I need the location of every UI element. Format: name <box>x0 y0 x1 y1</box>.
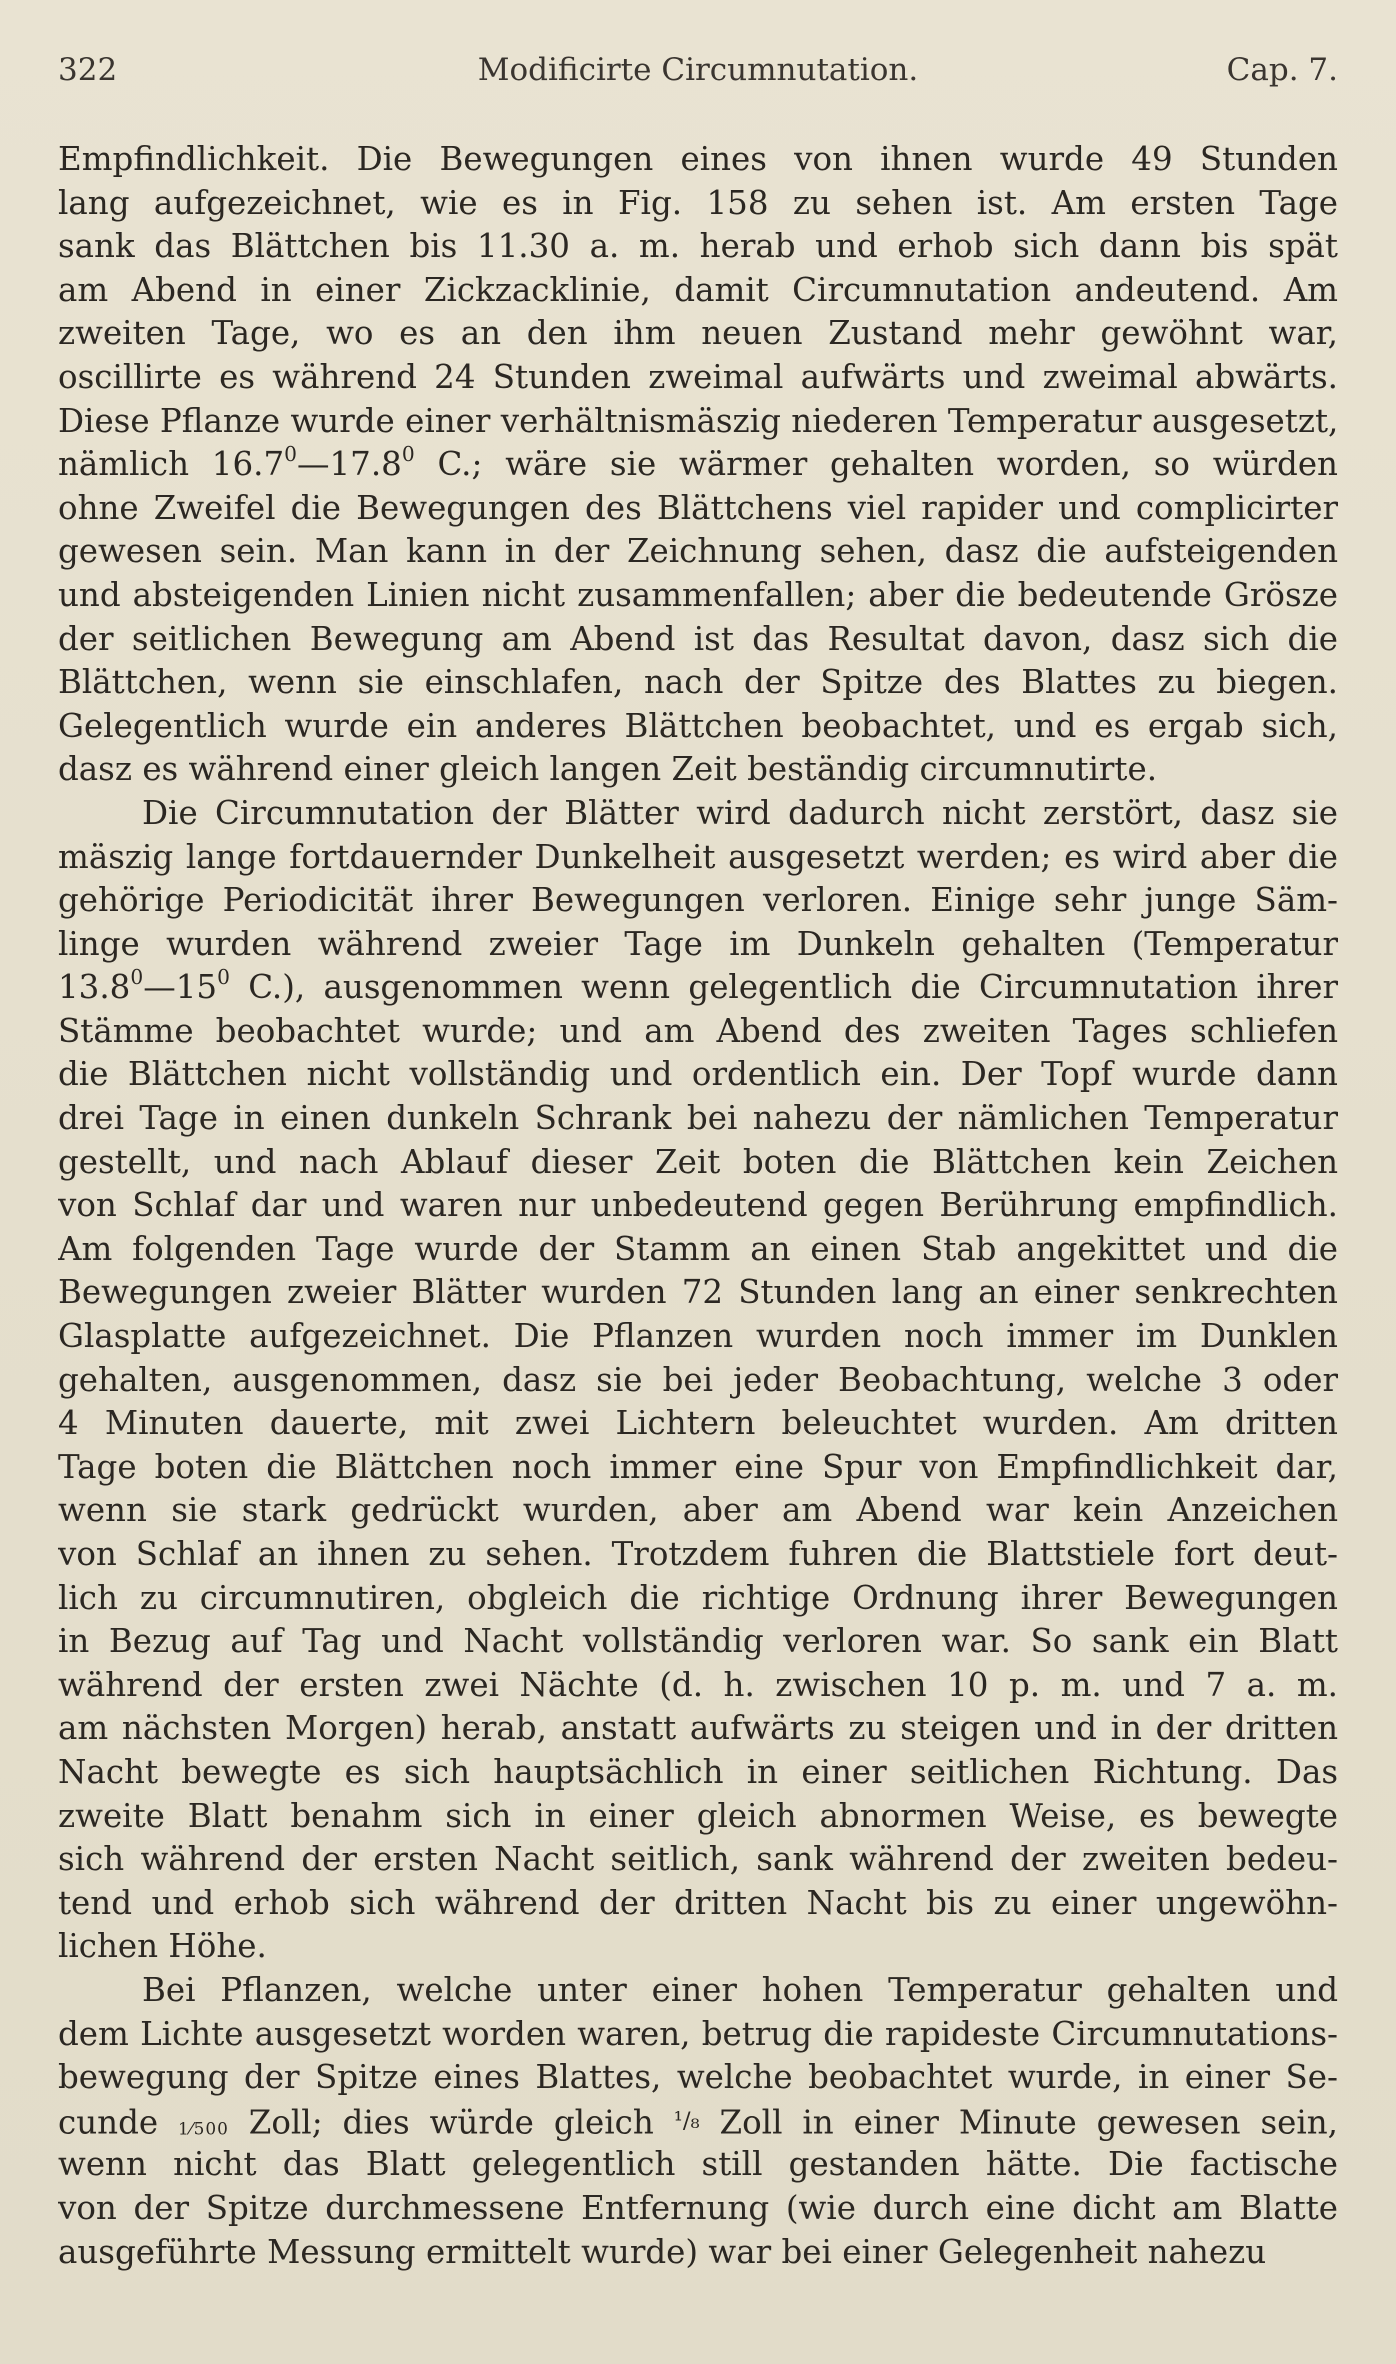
page-header <box>58 48 1338 92</box>
paragraph <box>58 138 1338 792</box>
text-line: zweite Blatt benahm sich in einer gleich abnormen Weise, es bewegte <box>58 1796 1338 1835</box>
text-line: gehalten, ausgenommen, dasz sie bei jeder Beobachtung, welche 3 oder <box>58 1360 1338 1399</box>
text-line: 4 Minuten dauerte, mit zwei Lichtern beleuchtet wurden. Am dritten <box>58 1404 1338 1443</box>
text-line: Tage boten die Blättchen noch immer eine Spur von Empfindlichkeit dar, <box>58 1447 1338 1486</box>
text-line: nämlich 16.7$^0$—17.8$^0$ C.; wäre sie wärmer gehalten worden, so würden <box>58 443 1338 484</box>
text-line: während der ersten zwei Nächte (d. h. zwischen 10 p. m. und 7 a. m. <box>58 1665 1338 1704</box>
text-line: cunde 1⁄500 Zoll; dies würde gleich ¹/₈ Zoll in einer Minute gewesen sein, <box>58 2103 1338 2142</box>
text-line: am nächsten Morgen) herab, anstatt aufwärts zu steigen und in der dritten <box>58 1709 1338 1748</box>
text-line: Am folgenden Tage wurde der Stamm an einen Stab angekittet und die <box>58 1229 1338 1268</box>
text-line: lich zu circumnutiren, obgleich die richtige Ordnung ihrer Bewegungen <box>58 1578 1338 1617</box>
text-line: ohne Zweifel die Bewegungen des Blättchens viel rapider und complicirter <box>58 488 1338 527</box>
text-line: am Abend in einer Zickzacklinie, damit Circumnutation andeutend. Am <box>58 270 1338 309</box>
text-line: Blättchen, wenn sie einschlafen, nach der Spitze des Blattes zu biegen. <box>58 663 1338 702</box>
text-line: Empfindlichkeit. Die Bewegungen eines von ihnen wurde 49 Stunden <box>58 140 1338 178</box>
text-line: $13.8^0—15^0$ C.), ausgenommen wenn gelegentlich die Circumnutation ihrer <box>58 966 1338 1007</box>
text-line: sich während der ersten Nacht seitlich, sank während der zweiten bedeu- <box>58 1840 1338 1879</box>
text-line: und absteigenden Linien nicht zusammenfallen; aber die bedeutende Grösze <box>58 575 1338 614</box>
text-line: Die Circumnutation der Blätter wird dadurch nicht zerstört, dasz sie <box>142 793 1338 832</box>
text-line: von Schlaf dar und waren nur unbedeutend gegen Berührung empfindlich. <box>58 1186 1338 1225</box>
text-line: in Bezug auf Tag und Nacht vollständig verloren war. So sank ein Blatt <box>58 1622 1338 1661</box>
text-line: mäszig lange fortdauernder Dunkelheit ausgesetzt werden; es wird aber die <box>58 837 1338 876</box>
text-line: gehörige Periodicität ihrer Bewegungen verloren. Einige sehr junge Säm- <box>58 881 1338 920</box>
text-line: wenn nicht das Blatt gelegentlich still gestanden hätte. Die factische <box>58 2145 1338 2184</box>
text-line: gestellt, und nach Ablauf dieser Zeit boten die Blättchen kein Zeichen <box>58 1142 1338 1181</box>
text-line: Bei Pflanzen, welche unter einer hohen Temperatur gehalten und <box>142 1970 1338 2009</box>
body-text <box>58 138 1338 2274</box>
chapter-label: Cap. 7. <box>1226 52 1338 88</box>
text-line: zweiten Tage, wo es an den ihm neuen Zustand mehr gewöhnt war, <box>58 314 1338 353</box>
text-line: Gelegentlich wurde ein anderes Blättchen beobachtet, und es ergab sich, <box>58 706 1338 745</box>
text-line: dasz es während einer gleich langen Zeit beständig circumnutirte. <box>58 750 1158 789</box>
text-line: Glasplatte aufgezeichnet. Die Pflanzen wurden noch immer im Dunklen <box>58 1317 1338 1356</box>
paragraph <box>58 792 1338 1969</box>
text-line: Stämme beobachtet wurde; und am Abend des zweiten Tages schliefen <box>58 1011 1338 1050</box>
text-line: von Schlaf an ihnen zu sehen. Trotzdem fuhren die Blattstiele fort deut- <box>58 1535 1338 1573</box>
text-line: dem Lichte ausgesetzt worden waren, betrug die rapideste Circumnutations- <box>58 2014 1338 2053</box>
text-line: von der Spitze durchmessene Entfernung (wie durch eine dicht am Blatte <box>58 2188 1338 2227</box>
text-line: tend und erhob sich während der dritten Nacht bis zu einer ungewöhn- <box>58 1883 1338 1922</box>
text-line: der seitlichen Bewegung am Abend ist das Resultat davon, dasz sich die <box>58 619 1338 658</box>
text-line: Bewegungen zweier Blätter wurden 72 Stunden lang an einer senkrechten <box>58 1273 1338 1312</box>
text-line: wenn sie stark gedrückt wurden, aber am Abend war kein Anzeichen <box>58 1491 1338 1530</box>
text-line: drei Tage in einen dunkeln Schrank bei nahezu der nämlichen Temperatur <box>58 1099 1338 1138</box>
page-number: 322 <box>58 52 118 88</box>
text-line: Nacht bewegte es sich hauptsächlich in einer seitlichen Richtung. Das <box>58 1752 1338 1791</box>
text-line: Diese Pflanze wurde einer verhältnismäszig niederen Temperatur ausgesetzt, <box>58 401 1338 440</box>
text-line: gewesen sein. Man kann in der Zeichnung sehen, dasz die aufsteigenden <box>58 532 1338 571</box>
text-line: oscillirte es während 24 Stunden zweimal aufwärts und zweimal abwärts. <box>58 357 1338 396</box>
text-line: sank das Blättchen bis 11.30 a. m. herab und erhob sich dann bis spät <box>58 227 1338 266</box>
text-line: lang aufgezeichnet, wie es in Fig. 158 zu sehen ist. Am ersten Tage <box>58 183 1338 222</box>
paragraph <box>58 1969 1338 2274</box>
text-line: lichen Höhe. <box>58 1927 267 1966</box>
running-title: Modificirte Circumnutation. <box>477 52 919 88</box>
text-line: ausgeführte Messung ermittelt wurde) war bei einer Gelegenheit nahezu <box>58 2232 1267 2271</box>
text-line: bewegung der Spitze eines Blattes, welche beobachtet wurde, in einer Se- <box>58 2058 1338 2097</box>
text-line: linge wurden während zweier Tage im Dunkeln gehalten (Temperatur <box>58 924 1338 963</box>
text-line: die Blättchen nicht vollständig und ordentlich ein. Der Topf wurde dann <box>58 1055 1338 1094</box>
